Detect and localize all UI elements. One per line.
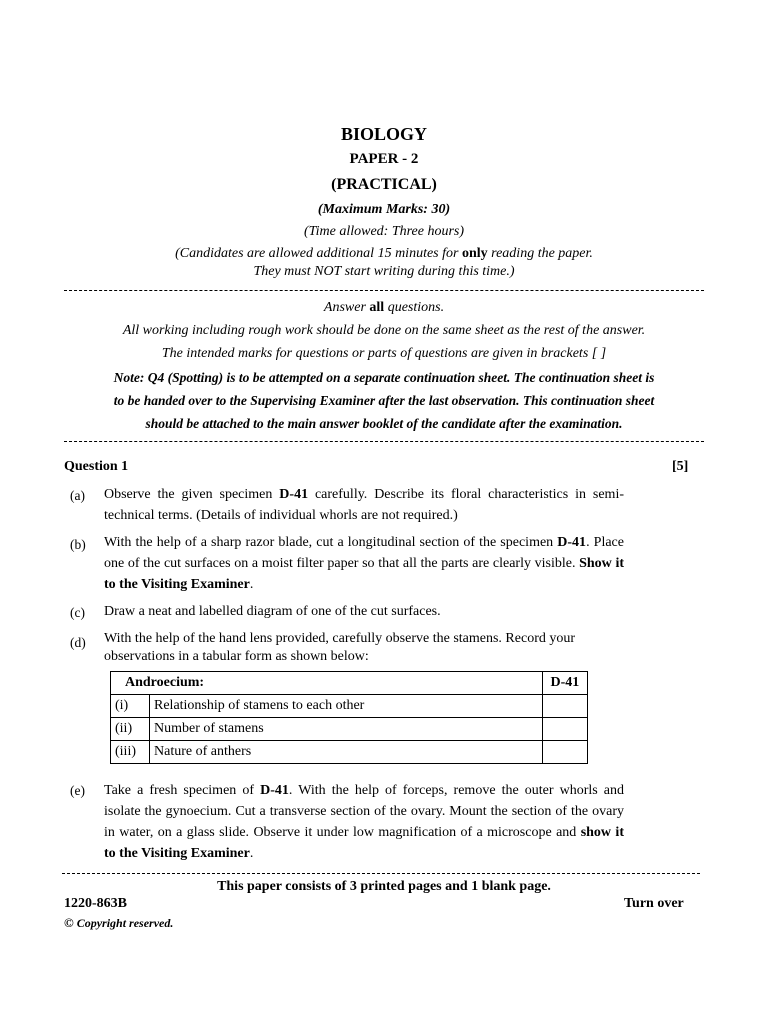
part-e-text-5: . — [249, 846, 254, 861]
divider-footer — [62, 873, 700, 874]
part-a-text-3: carefully. Describe its floral characteristics in semi-technical terms. (Details of individual whorls are not required.) — [104, 487, 624, 523]
paper-code: 1220-863B — [64, 896, 127, 911]
table-header-specimen: D-41 — [542, 672, 587, 695]
part-b-text-3: . Place one of the cut surfaces on a moist filter paper so that all the parts are clearly visible. — [104, 535, 624, 571]
paper-type: (PRACTICAL) — [331, 176, 437, 193]
turn-over: Turn over — [624, 896, 684, 911]
table-row-label: Nature of anthers — [150, 741, 543, 764]
part-a-text — [104, 484, 624, 526]
specimen-code: D-41 — [260, 783, 289, 798]
part-c-text: Draw a neat and labelled diagram of one of the cut surfaces. — [104, 604, 441, 619]
part-e-text — [104, 780, 624, 864]
reading-text-a: (Candidates are allowed additional 15 minutes for — [175, 246, 462, 261]
reading-time-line-2: They must NOT start writing during this time.) — [253, 264, 515, 279]
specimen-code: D-41 — [279, 487, 309, 502]
table-row — [111, 741, 588, 764]
part-e-label: (e) — [70, 783, 85, 798]
table-row-number: (ii) — [111, 718, 150, 741]
show-examiner-instruction: Show it to the Visiting Examiner — [104, 556, 624, 592]
part-c-label: (c) — [70, 605, 85, 620]
copyright — [64, 915, 173, 931]
copyright-text: Copyright reserved. — [73, 916, 174, 930]
instruction-working: All working including rough work should be done on the same sheet as the rest of the answer. — [122, 323, 646, 338]
note-line-3: should be attached to the main answer booklet of the candidate after the examination. — [145, 416, 623, 431]
part-d-label: (d) — [70, 635, 86, 650]
table-answer-cell — [542, 695, 587, 718]
table-row-number: (iii) — [111, 741, 150, 764]
part-b-text-1: With the help of a sharp razor blade, cut a longitudinal section of the specimen — [104, 535, 558, 550]
table-answer-cell — [542, 718, 587, 741]
part-d-text: With the help of the hand lens provided, carefully observe the stamens. Record your observations in a tabular form as shown below: — [104, 631, 576, 664]
page-count-note: This paper consists of 3 printed pages and 1 blank page. — [217, 879, 551, 894]
answer-text-emphasis: all — [369, 300, 385, 315]
specimen-code: D-41 — [557, 535, 587, 550]
question-title: Question 1 — [64, 459, 129, 474]
max-marks: (Maximum Marks: 30) — [317, 202, 451, 217]
show-examiner-instruction: show it to the Visiting Examiner — [104, 825, 624, 861]
part-b-text-5: . — [249, 577, 254, 592]
paper-number: PAPER - 2 — [349, 151, 419, 167]
divider-middle — [64, 441, 704, 442]
part-b-label: (b) — [70, 537, 86, 552]
time-allowed: (Time allowed: Three hours) — [303, 224, 465, 239]
note-line-2: to be handed over to the Supervising Examiner after the last observation. This continuation sheet — [113, 393, 655, 408]
question-marks: [5] — [672, 459, 689, 474]
table-row-label: Relationship of stamens to each other — [150, 695, 543, 718]
table-header-row — [111, 672, 588, 695]
table-row-number: (i) — [111, 695, 150, 718]
table-row — [111, 718, 588, 741]
table-row-label: Number of stamens — [150, 718, 543, 741]
page-title: BIOLOGY — [340, 124, 428, 144]
copyright-symbol: © — [64, 915, 74, 930]
reading-time-line-1 — [0, 246, 768, 262]
part-e-text-3: . With the help of forceps, remove the outer whorls and isolate the gynoecium. Cut a transverse section of the ovary. Mount the section of the ovary in water, on a glass slide. Observe it under low magnification of a microscope and — [104, 783, 625, 840]
part-a-text-1: Observe the given specimen — [104, 487, 280, 502]
table-row — [111, 695, 588, 718]
divider-top — [64, 290, 704, 291]
answer-text-c: questions. — [384, 300, 445, 315]
part-b-text — [104, 532, 624, 595]
observation-table — [110, 671, 588, 764]
table-answer-cell — [542, 741, 587, 764]
instruction-marks: The intended marks for questions or parts of questions are given in brackets [ ] — [161, 346, 607, 361]
instruction-answer — [0, 300, 768, 316]
answer-text-a: Answer — [323, 300, 370, 315]
part-a-label: (a) — [70, 488, 85, 503]
reading-text-emphasis: only — [461, 246, 488, 261]
part-e-text-1: Take a fresh specimen of — [104, 783, 261, 798]
reading-text-c: reading the paper. — [487, 246, 593, 261]
note-line-1: Note: Q4 (Spotting) is to be attempted on a separate continuation sheet. The continuation sheet is — [113, 370, 655, 385]
table-header-androecium: Androecium: — [111, 672, 543, 695]
